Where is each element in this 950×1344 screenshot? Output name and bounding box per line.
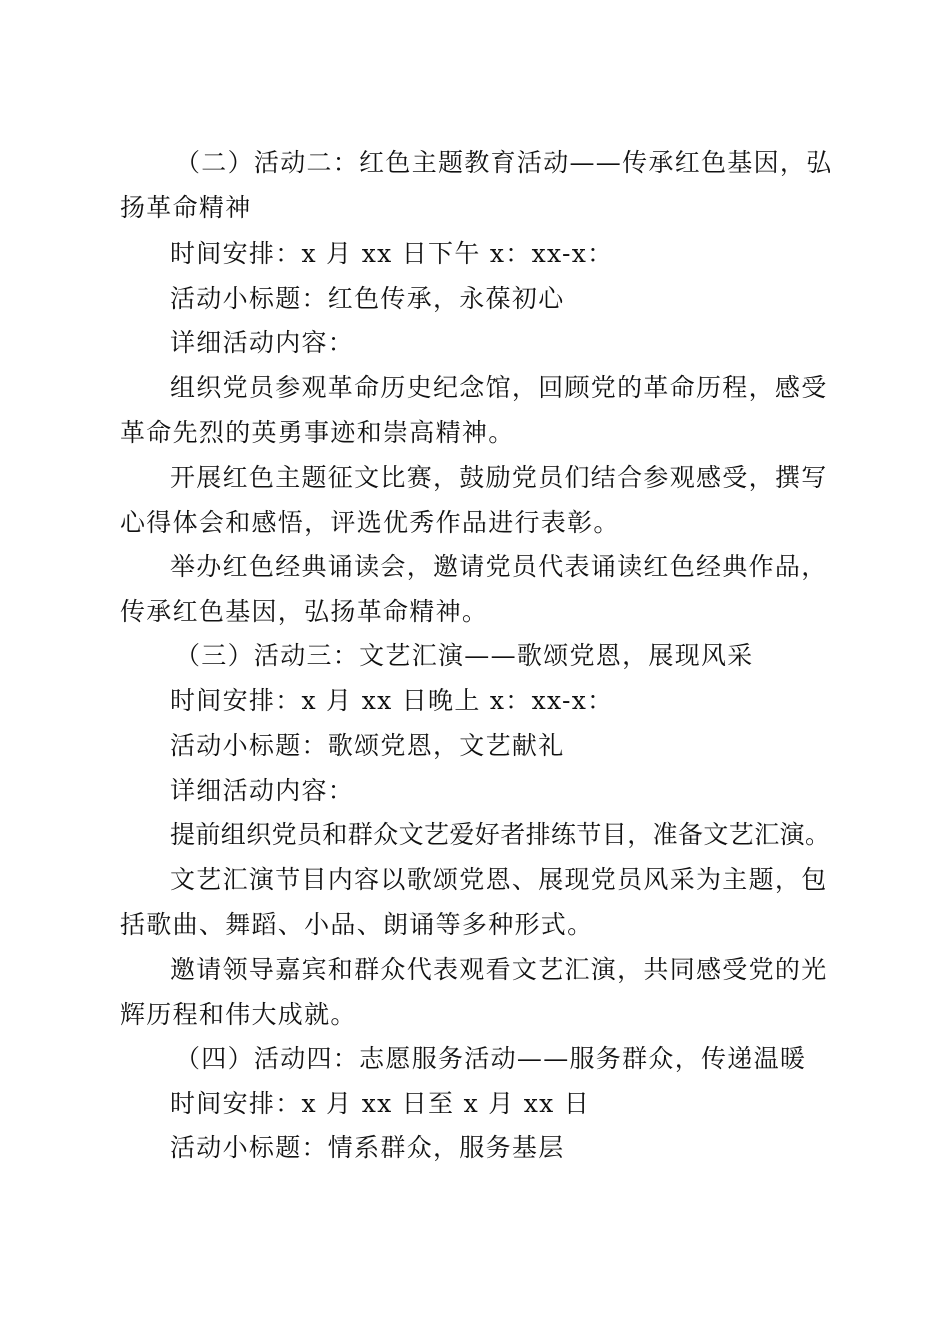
activity4-heading: （四）活动四：志愿服务活动——服务群众，传递温暖 [175, 1044, 807, 1073]
activity3-item3-cont: 辉历程和伟大成就。 [120, 1000, 357, 1029]
activity2-content-label: 详细活动内容： [170, 328, 355, 357]
activity3-item2: 文艺汇演节目内容以歌颂党恩、展现党员风采为主题，包 [170, 865, 828, 894]
activity2-time: 时间安排：x 月 xx 日下午 x：xx-x： [170, 239, 614, 268]
activity2-heading-cont: 扬革命精神 [120, 193, 252, 222]
activity2-item3: 举办红色经典诵读会，邀请党员代表诵读红色经典作品， [170, 552, 828, 581]
activity2-subtitle: 活动小标题：红色传承，永葆初心 [170, 284, 565, 313]
activity3-heading: （三）活动三：文艺汇演——歌颂党恩，展现风采 [175, 641, 754, 670]
activity2-item1-cont: 革命先烈的英勇事迹和崇高精神。 [120, 418, 515, 447]
activity2-item1: 组织党员参观革命历史纪念馆，回顾党的革命历程，感受 [170, 373, 828, 402]
activity3-item1: 提前组织党员和群众文艺爱好者排练节目，准备文艺汇演。 [170, 820, 831, 849]
activity2-heading: （二）活动二：红色主题教育活动——传承红色基因，弘 [175, 148, 833, 177]
activity3-time: 时间安排：x 月 xx 日晚上 x：xx-x： [170, 686, 614, 715]
activity4-subtitle: 活动小标题：情系群众，服务基层 [170, 1133, 565, 1162]
activity2-item3-cont: 传承红色基因，弘扬革命精神。 [120, 597, 489, 626]
activity2-item2: 开展红色主题征文比赛，鼓励党员们结合参观感受，撰写 [170, 463, 828, 492]
activity2-item2-cont: 心得体会和感悟，评选优秀作品进行表彰。 [120, 508, 620, 537]
activity3-content-label: 详细活动内容： [170, 776, 355, 805]
activity3-item2-cont: 括歌曲、舞蹈、小品、朗诵等多种形式。 [120, 910, 594, 939]
activity3-subtitle: 活动小标题：歌颂党恩，文艺献礼 [170, 731, 565, 760]
activity4-time: 时间安排：x 月 xx 日至 x 月 xx 日 [170, 1089, 591, 1118]
activity3-item3: 邀请领导嘉宾和群众代表观看文艺汇演，共同感受党的光 [170, 955, 828, 984]
